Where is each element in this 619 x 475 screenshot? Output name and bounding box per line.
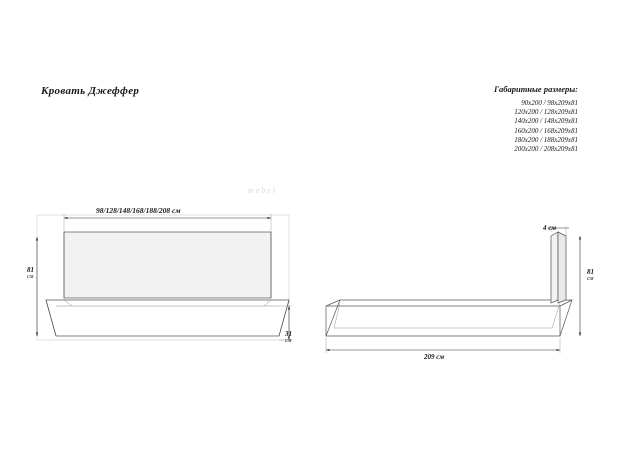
front-height-label: 81 (27, 266, 34, 274)
dimensions-heading: Габаритные размеры: (494, 84, 578, 94)
front-base-height-label: 31 (285, 330, 292, 338)
watermark-text: mebel (248, 186, 278, 195)
side-height-label: 81 (587, 268, 594, 276)
side-thickness-label: 4 см (543, 224, 557, 232)
side-height-unit: см (587, 276, 594, 282)
list-item: 200x200 / 208x209x81 (514, 145, 578, 154)
list-item: 180x200 / 188x209x81 (514, 135, 578, 144)
list-item: 120x200 / 128x209x81 (514, 108, 578, 117)
list-item: 90x200 / 98x209x81 (521, 99, 578, 107)
list-item: 140x200 / 148x209x81 (514, 117, 578, 126)
list-item: 160x200 / 168x209x81 (514, 126, 578, 135)
side-view-geometry (326, 232, 572, 336)
page-title: Кровать Джеффер (41, 85, 140, 97)
front-width-label: 98/128/148/168/188/208 см (96, 206, 181, 215)
side-length-label: 209 см (424, 353, 445, 361)
front-base-height-unit: см (285, 338, 292, 344)
front-height-unit: см (27, 274, 34, 280)
front-view-geometry (37, 215, 289, 340)
